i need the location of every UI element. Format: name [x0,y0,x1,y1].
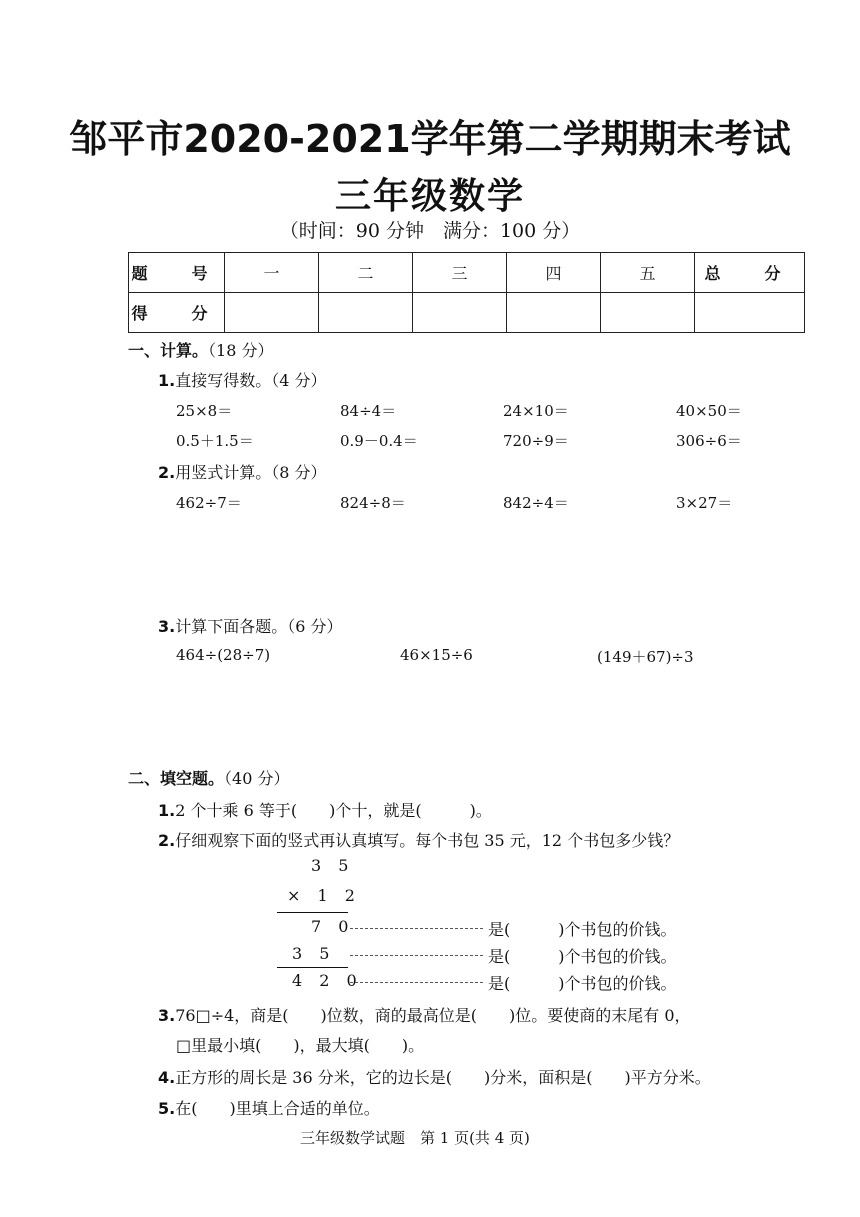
s1-q1-expr: 24×10＝ [503,402,569,420]
s1-q2-expr: 462÷7＝ [176,494,242,512]
score-header-label: 题 号 [129,253,225,293]
score-cell-total[interactable] [695,293,805,333]
s1-q1-prompt [158,368,327,391]
fill-blank-2[interactable]: 是( )个书包的价钱。 [488,947,677,966]
score-header-4: 四 [507,253,601,293]
subject-title: 三年级数学 [334,176,525,217]
score-header-total: 总 分 [695,253,805,293]
score-cell-4[interactable] [507,293,601,333]
vertical-partial-2: 3 5 [292,944,336,963]
s2-q2-text: 仔细观察下面的竖式再认真填写。每个书包 35 元，12 个书包多少钱？ [175,831,680,850]
leader-line-2 [350,955,483,956]
s2-q3-number: 3. [158,1006,176,1025]
fill-blank-3[interactable]: 是( )个书包的价钱。 [488,974,677,993]
s2-q4-number: 4. [158,1068,176,1087]
s1-q2-expr: 842÷4＝ [503,494,569,512]
leader-line-3 [350,982,483,983]
s2-q5-number: 5. [158,1099,176,1118]
s2-q3-line2: □里最小填( )，最大填( )。 [176,1036,425,1055]
s1-q3-expr: 46×15÷6 [400,646,473,664]
s1-q1-expr: 0.5＋1.5＝ [176,432,254,450]
score-header-5: 五 [601,253,695,293]
score-row-label: 得 分 [129,293,225,333]
s1-q3-text: 计算下面各题。（6 分） [175,617,343,636]
s2-q5 [158,1096,380,1119]
vertical-multiplier: × 1 2 [287,886,361,905]
s1-q1-expr: 720÷9＝ [503,432,569,450]
s1-q1-number: 1. [158,371,176,390]
s1-q2-number: 2. [158,463,176,482]
s1-q1-expr: 0.9－0.4＝ [340,432,418,450]
section1-points: （18 分） [208,341,274,360]
s2-q2 [158,828,679,851]
fill-blank-1[interactable]: 是( )个书包的价钱。 [488,920,677,939]
s1-q2-prompt [158,460,327,483]
page-footer: 三年级数学试题 第 1 页(共 4 页) [300,1129,530,1147]
leader-line-1 [350,928,483,929]
vertical-multiplicand: 3 5 [311,856,355,875]
score-cell-2[interactable] [319,293,413,333]
s2-q1-number: 1. [158,801,176,820]
s2-q4-text: 正方形的周长是 36 分米，它的边长是( )分米，面积是( )平方分米。 [175,1068,711,1087]
s1-q3-prompt [158,614,343,637]
score-table-score-row [129,293,805,333]
vertical-rule-1 [277,912,348,913]
score-cell-3[interactable] [413,293,507,333]
s1-q2-text: 用竖式计算。（8 分） [175,463,327,482]
exam-title: 邹平市2020-2021学年第二学期期末考试 [69,117,791,161]
s1-q3-expr: (149＋67)÷3 [597,648,694,666]
s2-q2-number: 2. [158,831,176,850]
s1-q1-expr: 306÷6＝ [676,432,742,450]
score-table-header-row [129,253,805,293]
vertical-partial-1: 7 0 [311,917,355,936]
s1-q3-expr: 464÷(28÷7) [176,646,271,664]
vertical-rule-2 [277,967,348,968]
exam-meta: （时间：90 分钟 满分：100 分） [279,220,581,242]
s1-q1-expr: 40×50＝ [676,402,742,420]
score-header-1: 一 [225,253,319,293]
s2-q4 [158,1065,711,1088]
section2-heading [128,766,289,789]
s1-q1-expr: 25×8＝ [176,402,233,420]
score-header-3: 三 [413,253,507,293]
s1-q1-text: 直接写得数。（4 分） [175,371,327,390]
s1-q2-expr: 3×27＝ [676,494,733,512]
section1-title: 一、计算。 [128,341,209,360]
section2-points: （40 分） [224,769,290,788]
s1-q2-expr: 824÷8＝ [340,494,406,512]
s2-q3-line1: 76□÷4，商是( )位数，商的最高位是( )位。要使商的末尾有 0， [175,1006,691,1025]
section2-title: 二、填空题。 [128,769,225,788]
score-cell-1[interactable] [225,293,319,333]
s2-q1 [158,798,492,821]
s1-q1-expr: 84÷4＝ [340,402,397,420]
s1-q3-number: 3. [158,617,176,636]
score-cell-5[interactable] [601,293,695,333]
s2-q3 [158,1003,691,1026]
section1-heading [128,338,273,361]
s2-q1-text: 2 个十乘 6 等于( )个十，就是( )。 [175,801,492,820]
score-header-2: 二 [319,253,413,293]
vertical-product: 4 2 0 [292,971,363,990]
s2-q5-text: 在( )里填上合适的单位。 [175,1099,380,1118]
score-table [128,252,805,333]
